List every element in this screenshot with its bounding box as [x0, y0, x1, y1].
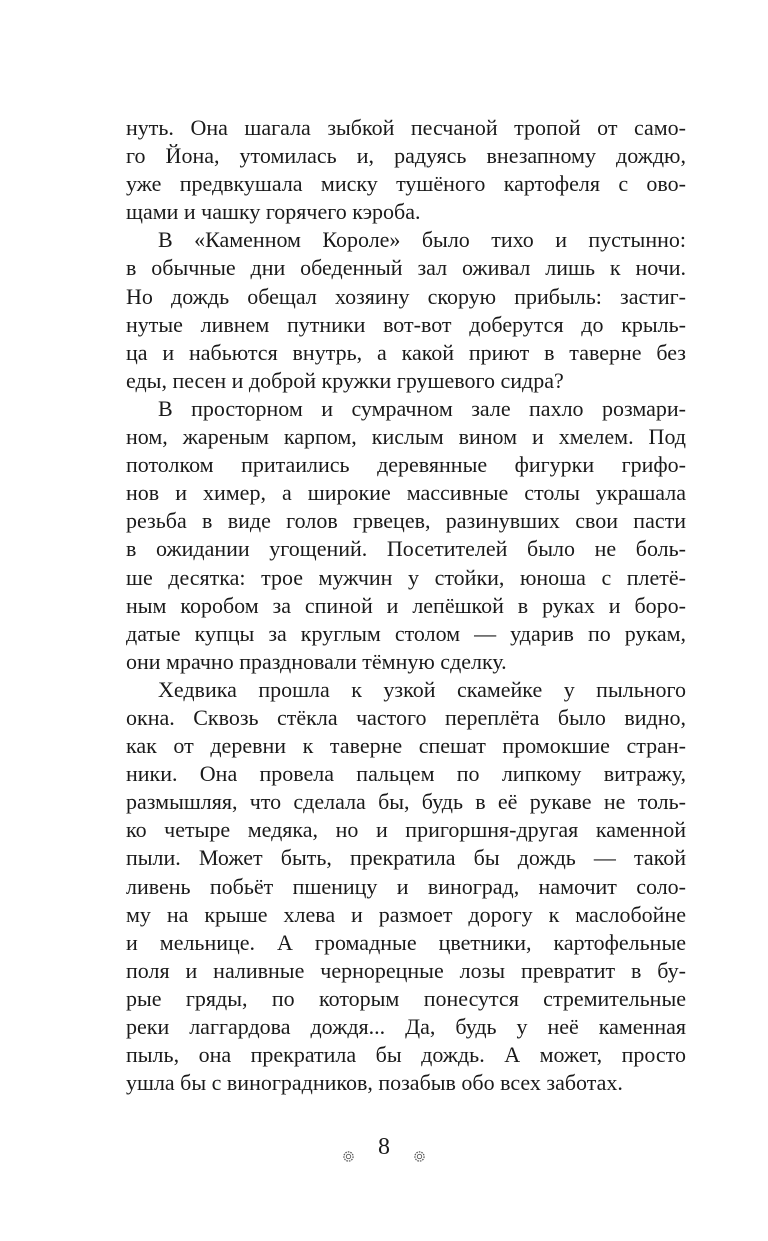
text-line: ном, жареным карпом, кислым вином и хмелем. Под [126, 424, 686, 450]
page-footer [0, 1131, 768, 1161]
text-line: ко четыре медяка, но и пригоршня-другая каменной [126, 817, 686, 843]
text-line: реки лаггардова дождя... Да, будь у неё каменная [126, 1014, 686, 1039]
text-line: размышляя, что сделала бы, будь в её рукаве не толь- [126, 789, 686, 815]
paragraph [126, 226, 686, 395]
ornament-rosette-icon [414, 1140, 425, 1151]
text-line: как от деревни к таверне спешат промокшие стран- [126, 733, 686, 759]
text-line: еды, песен и доброй кружки грушевого сидра? [126, 367, 564, 393]
paragraph [126, 395, 686, 676]
text-line: В просторном и сумрачном зале пахло розмари- [158, 395, 686, 421]
text-line: ным коробом за спиной и лепёшкой в руках и боро- [126, 592, 686, 618]
page-number: 8 [378, 1134, 390, 1161]
text-line: В «Каменном Короле» было тихо и пустынно: [158, 227, 686, 253]
text-line: поля и наливные чернорецные лозы превратит в бу- [126, 957, 686, 983]
text-line: датые купцы за круглым столом — ударив по рукам, [126, 620, 686, 646]
text-line: ушла бы с виноградников, позабыв обо всех заботах. [126, 1070, 623, 1096]
text-line: нов и химер, а широкие массивные столы украшала [126, 480, 686, 506]
text-line: щами и чашку горячего кэроба. [126, 199, 421, 225]
text-line: уже предвкушала миску тушёного картофеля с ово- [126, 171, 686, 197]
text-line: потолком притаились деревянные фигурки грифо- [126, 452, 686, 478]
text-line: ца и набьются внутрь, а какой приют в таверне без [126, 339, 686, 365]
text-line: Хедвика прошла к узкой скамейке у пыльного [158, 676, 686, 702]
text-line: рые гряды, по которым понесутся стремительные [126, 985, 686, 1011]
text-line: пыли. Может быть, прекратила бы дождь — такой [126, 845, 686, 871]
text-line: резьба в виде голов грвецев, разинувших свои пасти [126, 508, 686, 534]
page-body [126, 114, 686, 1097]
text-line: ливень побьёт пшеницу и виноград, намочит соло- [126, 873, 686, 899]
text-line: в ожидании угощений. Посетителей было не боль- [126, 536, 686, 562]
text-line: му на крыше хлева и размоет дорогу к маслобойне [126, 901, 686, 927]
paragraph [126, 114, 686, 226]
text-line: ше десятка: трое мужчин у стойки, юноша с плетё- [126, 564, 686, 590]
text-line: ники. Она провела пальцем по липкому витражу, [126, 761, 686, 787]
text-line: и мельнице. А громадные цветники, картофельные [126, 929, 686, 955]
paragraph [126, 676, 686, 1097]
text-line: нутые ливнем путники вот-вот доберутся до крыль- [126, 311, 686, 337]
text-line: окна. Сквозь стёкла частого переплёта было видно, [126, 704, 686, 730]
text-line: они мрачно праздновали тёмную сделку. [126, 648, 507, 674]
text-line: в обычные дни обеденный зал оживал лишь к ночи. [126, 255, 686, 281]
text-line: Но дождь обещал хозяину скорую прибыль: застиг- [126, 283, 686, 309]
text-line: го Йона, утомилась и, радуясь внезапному дождю, [126, 143, 686, 169]
text-line: пыль, она прекратила бы дождь. А может, просто [126, 1042, 686, 1068]
text-line: нуть. Она шагала зыбкой песчаной тропой от само- [126, 115, 686, 140]
ornament-rosette-icon [343, 1140, 354, 1151]
